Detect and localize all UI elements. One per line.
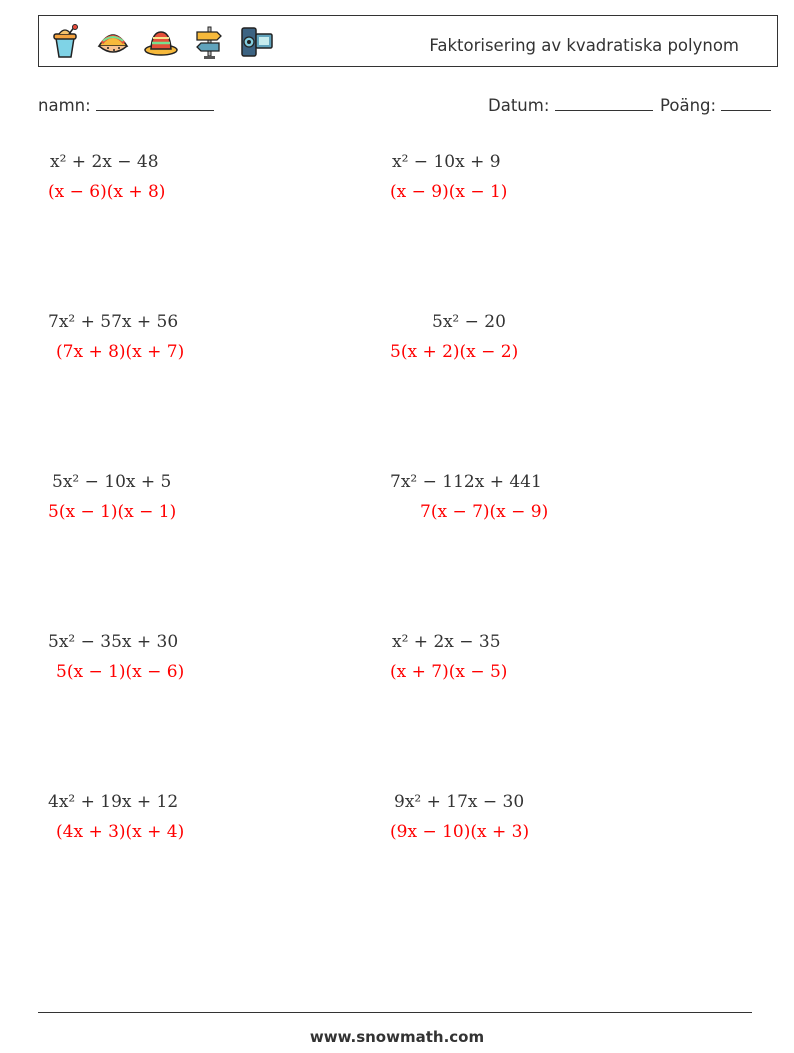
name-field xyxy=(38,94,214,115)
score-blank xyxy=(721,94,771,111)
problem-answer: (7x + 8)(x + 7) xyxy=(56,342,185,362)
beach-bucket-icon xyxy=(47,24,83,60)
score-field xyxy=(660,94,771,115)
problem-expression: 5x² − 10x + 5 xyxy=(52,472,172,492)
problem-expression: 5x² − 20 xyxy=(432,312,506,332)
problem-answer: (4x + 3)(x + 4) xyxy=(56,822,185,842)
video-camera-icon xyxy=(239,24,275,60)
problem-expression: x² + 2x − 48 xyxy=(50,152,159,172)
sombrero-icon xyxy=(143,24,179,60)
problem-9 xyxy=(48,787,378,847)
problem-answer: 5(x + 2)(x − 2) xyxy=(390,342,519,362)
problem-3 xyxy=(48,307,378,367)
problem-10 xyxy=(390,787,724,847)
problem-expression: 4x² + 19x + 12 xyxy=(48,792,179,812)
problem-6 xyxy=(390,467,720,527)
problem-expression: 9x² + 17x − 30 xyxy=(394,792,525,812)
problem-expression: x² − 10x + 9 xyxy=(392,152,501,172)
problem-expression: 7x² − 112x + 441 xyxy=(390,472,542,492)
problem-answer: 7(x − 7)(x − 9) xyxy=(420,502,549,522)
date-field xyxy=(488,94,653,115)
worksheet-title: Faktorisering av kvadratiska polynom xyxy=(429,36,739,55)
problem-answer: (x + 7)(x − 5) xyxy=(390,662,508,682)
taco-icon xyxy=(95,24,131,60)
problem-2 xyxy=(392,147,722,207)
problem-answer: (x − 9)(x − 1) xyxy=(390,182,508,202)
problem-answer: (9x − 10)(x + 3) xyxy=(390,822,530,842)
footer-divider xyxy=(38,1012,752,1013)
problem-answer: (x − 6)(x + 8) xyxy=(48,182,166,202)
problem-answer: 5(x − 1)(x − 6) xyxy=(56,662,185,682)
problem-4 xyxy=(390,307,720,367)
problem-8 xyxy=(392,627,722,687)
problem-1 xyxy=(50,147,380,207)
score-label: Poäng: xyxy=(660,96,717,115)
problem-expression: 5x² − 35x + 30 xyxy=(48,632,179,652)
problem-expression: x² + 2x − 35 xyxy=(392,632,501,652)
problem-answer: 5(x − 1)(x − 1) xyxy=(48,502,177,522)
date-label: Datum: xyxy=(488,96,550,115)
signpost-icon xyxy=(191,24,227,60)
name-blank xyxy=(96,94,214,111)
name-label: namn: xyxy=(38,96,91,115)
problem-7 xyxy=(48,627,378,687)
header-icons xyxy=(47,22,275,62)
header-box xyxy=(38,15,778,67)
problem-5 xyxy=(48,467,378,527)
problem-expression: 7x² + 57x + 56 xyxy=(48,312,179,332)
date-blank xyxy=(555,94,653,111)
footer-url: www.snowmath.com xyxy=(309,1028,485,1046)
